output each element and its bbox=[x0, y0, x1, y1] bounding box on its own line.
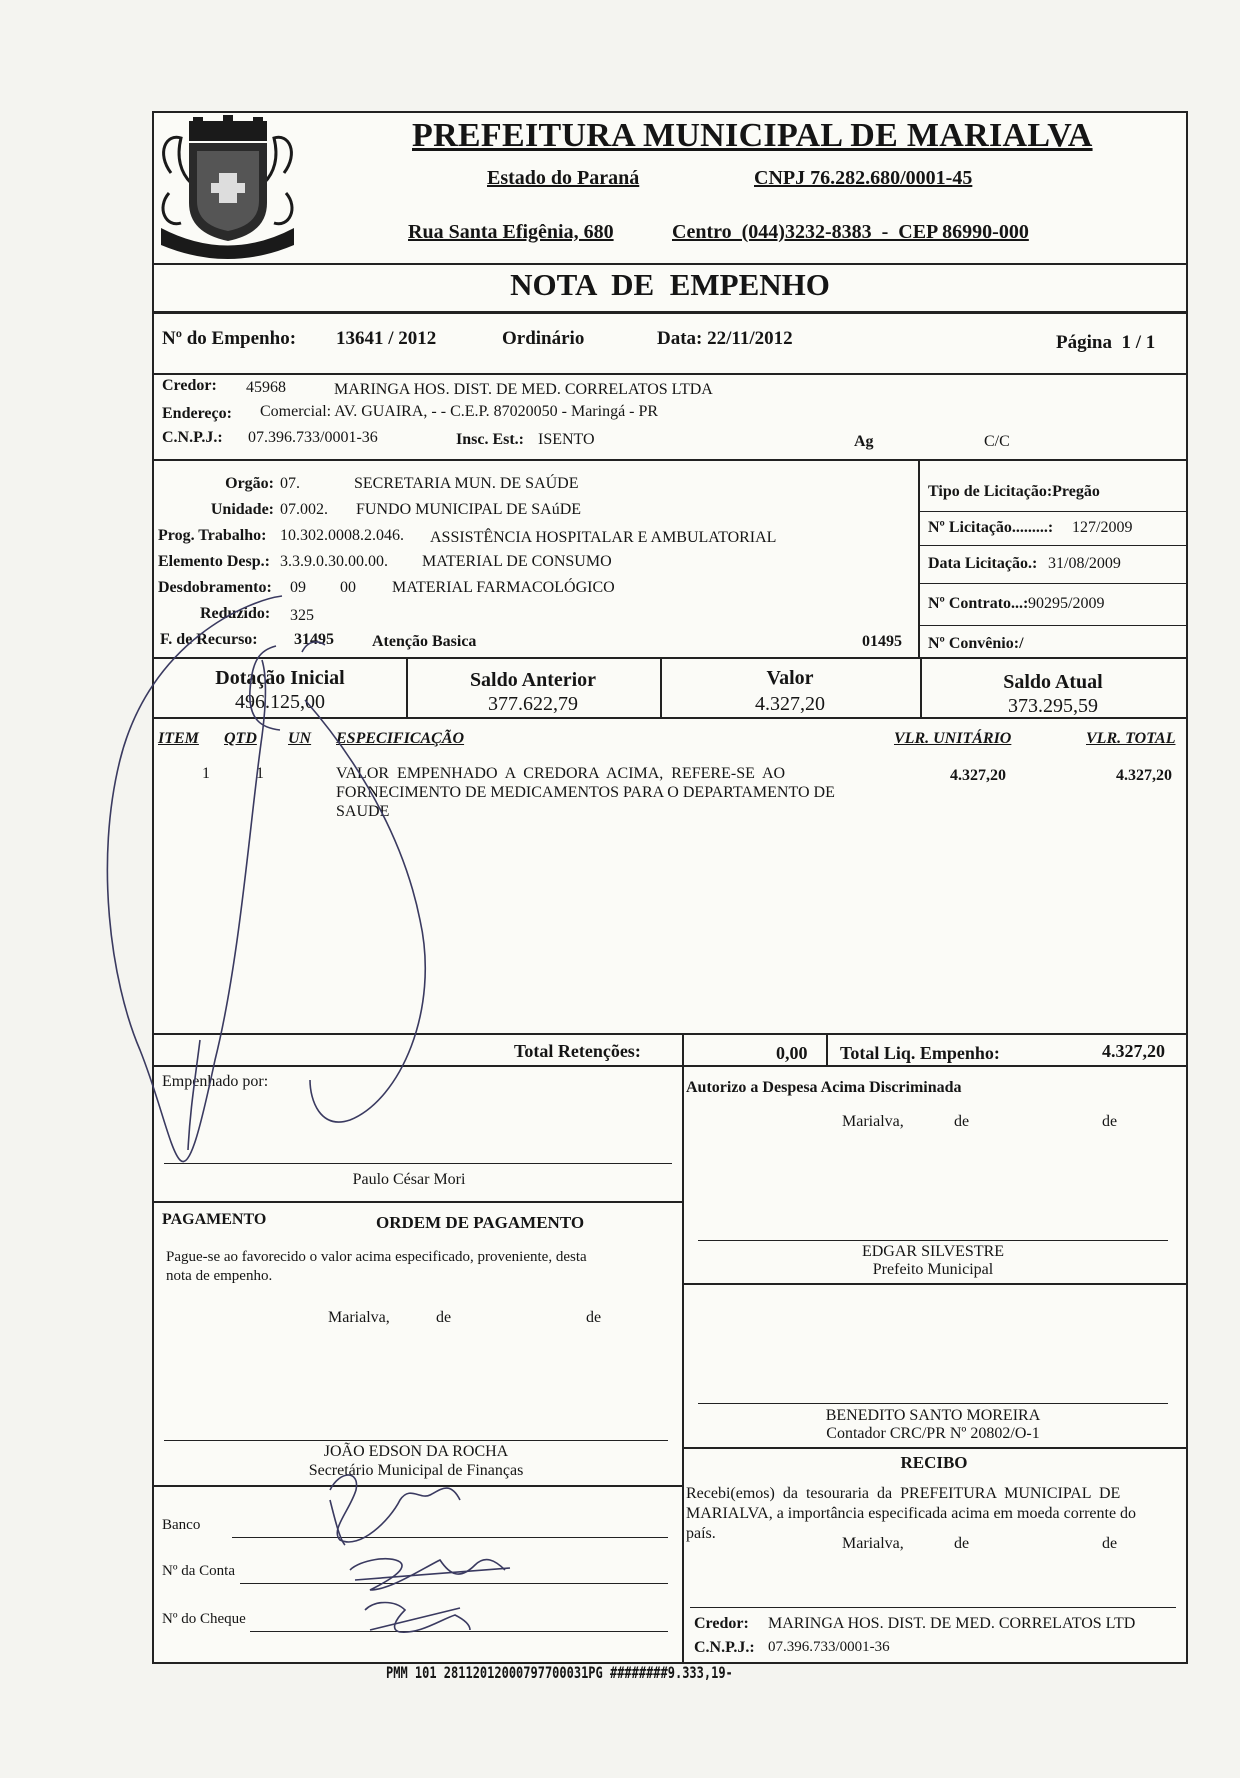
empenhado-por-name: Paulo César Mori bbox=[352, 1171, 466, 1188]
dotacao-inicial-label: Dotação Inicial bbox=[215, 667, 345, 689]
footer-cnpj: 07.396.733/0001-36 bbox=[768, 1639, 890, 1655]
autorizo-de-1: de bbox=[954, 1113, 970, 1130]
pagamento-de-1: de bbox=[436, 1309, 452, 1326]
banco-label: Banco bbox=[162, 1517, 201, 1533]
orgao-code: 07. bbox=[280, 475, 300, 492]
contrato-number: 90295/2009 bbox=[1028, 595, 1105, 612]
saldo-anterior-value: 377.622,79 bbox=[488, 693, 578, 715]
desdobramento-sub: 00 bbox=[340, 579, 356, 596]
contador-crc: Contador CRC/PR Nº 20802/O-1 bbox=[826, 1425, 1040, 1442]
secretario-name: JOÃO EDSON DA ROCHA bbox=[323, 1443, 509, 1460]
credor-cnpj: 07.396.733/0001-36 bbox=[248, 429, 378, 446]
credor-name: MARINGA HOS. DIST. DE MED. CORRELATOS LTDA bbox=[334, 381, 713, 398]
conta-label: Nº da Conta bbox=[162, 1563, 235, 1579]
empenho-date: Data: 22/11/2012 bbox=[657, 328, 793, 349]
ordem-pagamento-label: ORDEM DE PAGAMENTO bbox=[376, 1213, 585, 1232]
recibo-de-2: de bbox=[1102, 1535, 1118, 1552]
licitacao-date-label: Data Licitação.: bbox=[928, 555, 1038, 572]
recibo-text-3: país. bbox=[686, 1525, 716, 1542]
prog-trabalho-name: ASSISTÊNCIA HOSPITALAR E AMBULATORIAL bbox=[430, 529, 777, 546]
credor-label: Credor: bbox=[162, 377, 217, 394]
prog-trabalho-label: Prog. Trabalho: bbox=[158, 527, 267, 544]
valor-label: Valor bbox=[766, 667, 814, 689]
contador-name: BENEDITO SANTO MOREIRA bbox=[825, 1407, 1041, 1424]
col-header-total-value: VLR. TOTAL bbox=[1086, 730, 1176, 747]
unidade-code: 07.002. bbox=[280, 501, 328, 518]
empenhado-por-label: Empenhado por: bbox=[162, 1073, 269, 1090]
street-address: Rua Santa Efigênia, 680 bbox=[408, 221, 614, 243]
prefeito-name: EDGAR SILVESTRE bbox=[861, 1243, 1005, 1260]
pagamento-text-1: Pague-se ao favorecido o valor acima especificado, proveniente, desta bbox=[166, 1249, 587, 1265]
col-header-unit-value: VLR. UNITÁRIO bbox=[894, 730, 1012, 747]
col-header-especificacao: ESPECIFICAÇÃO bbox=[336, 730, 465, 747]
convenio-label: Nº Convênio:/ bbox=[928, 635, 1024, 652]
autorizo-de-2: de bbox=[1102, 1113, 1118, 1130]
elemento-name: MATERIAL DE CONSUMO bbox=[422, 553, 612, 570]
page-number: Página 1 / 1 bbox=[1056, 332, 1156, 353]
saldo-anterior-label: Saldo Anterior bbox=[469, 669, 597, 691]
item-unit-value: 4.327,20 bbox=[950, 767, 1006, 784]
prog-trabalho-code: 10.302.0008.2.046. bbox=[280, 527, 404, 544]
elemento-label: Elemento Desp.: bbox=[158, 553, 270, 570]
col-header-qtd: QTD bbox=[224, 730, 257, 747]
pagamento-text-2: nota de empenho. bbox=[166, 1268, 273, 1284]
total-retencoes-value: 0,00 bbox=[776, 1043, 808, 1063]
recibo-label: RECIBO bbox=[900, 1453, 968, 1472]
autorizo-label: Autorizo a Despesa Acima Discriminada bbox=[686, 1079, 962, 1096]
col-header-un: UN bbox=[288, 730, 312, 747]
credor-address: Comercial: AV. GUAIRA, - - C.E.P. 87020050 - Maringá - PR bbox=[260, 403, 659, 420]
item-quantity: 1 bbox=[256, 765, 264, 782]
recibo-text-1: Recebi(emos) da tesouraria da PREFEITURA MUNICIPAL DE bbox=[686, 1485, 1121, 1502]
pagamento-city: Marialva, bbox=[328, 1309, 390, 1326]
unidade-name: FUNDO MUNICIPAL DE SAúDE bbox=[356, 501, 582, 518]
item-spec-line-1: VALOR EMPENHADO A CREDORA ACIMA, REFERE-SE AO bbox=[336, 765, 786, 782]
orgao-label: Orgão: bbox=[225, 475, 274, 492]
total-liquido-value: 4.327,20 bbox=[1102, 1041, 1165, 1061]
desdobramento-label: Desdobramento: bbox=[158, 579, 272, 596]
recibo-city: Marialva, bbox=[842, 1535, 904, 1552]
desdobramento-name: MATERIAL FARMACOLÓGICO bbox=[392, 579, 615, 596]
reduzido-label: Reduzido: bbox=[200, 605, 271, 622]
cheque-label: Nº do Cheque bbox=[162, 1611, 246, 1627]
municipality-cnpj: CNPJ 76.282.680/0001-45 bbox=[754, 167, 973, 189]
insc-est-label: Insc. Est.: bbox=[456, 431, 525, 448]
empenho-number-label: Nº do Empenho: bbox=[162, 328, 297, 349]
document-title: NOTA DE EMPENHO bbox=[510, 267, 830, 302]
recibo-text-2: MARIALVA, a importância especificada acima em moeda corrente do bbox=[686, 1505, 1137, 1522]
pagamento-label: PAGAMENTO bbox=[162, 1211, 267, 1228]
licitacao-number: 127/2009 bbox=[1072, 519, 1133, 536]
prefeito-role: Prefeito Municipal bbox=[872, 1261, 994, 1278]
contrato-label: Nº Contrato...: bbox=[928, 595, 1029, 612]
footer-cnpj-label: C.N.P.J.: bbox=[694, 1639, 755, 1656]
footer-credor-label: Credor: bbox=[694, 1615, 749, 1632]
fonte-recurso-number: 01495 bbox=[862, 633, 902, 650]
insc-est-value: ISENTO bbox=[538, 431, 595, 448]
item-number: 1 bbox=[202, 765, 210, 782]
state-name: Estado do Paraná bbox=[487, 167, 640, 189]
coat-of-arms-icon bbox=[151, 113, 304, 261]
empenho-number: 13641 / 2012 bbox=[336, 328, 437, 349]
item-spec-line-3: SAUDE bbox=[336, 803, 390, 820]
fonte-recurso-name: Atenção Basica bbox=[372, 633, 477, 650]
secretario-role: Secretário Municipal de Finanças bbox=[308, 1462, 524, 1479]
orgao-name: SECRETARIA MUN. DE SAÚDE bbox=[354, 475, 579, 492]
nota-empenho-form bbox=[152, 111, 1188, 1664]
fonte-recurso-label: F. de Recurso: bbox=[160, 631, 258, 648]
address-label: Endereço: bbox=[162, 405, 232, 422]
elemento-code: 3.3.9.0.30.00.00. bbox=[280, 553, 388, 570]
valor-value: 4.327,20 bbox=[755, 693, 825, 715]
tipo-licitacao: Tipo de Licitação:Pregão bbox=[928, 483, 1100, 500]
unidade-label: Unidade: bbox=[210, 501, 274, 518]
item-spec-line-2: FORNECIMENTO DE MEDICAMENTOS PARA O DEPARTAMENTO DE bbox=[336, 784, 835, 801]
desdobramento-code: 09 bbox=[290, 579, 306, 596]
recibo-de-1: de bbox=[954, 1535, 970, 1552]
credor-code: 45968 bbox=[246, 379, 286, 396]
autorizo-city: Marialva, bbox=[842, 1113, 904, 1130]
account-label: C/C bbox=[984, 433, 1010, 450]
footer-credor-name: MARINGA HOS. DIST. DE MED. CORRELATOS LTD bbox=[768, 1615, 1136, 1632]
municipality-title: PREFEITURA MUNICIPAL DE MARIALVA bbox=[412, 117, 1093, 154]
col-header-item: ITEM bbox=[158, 730, 199, 747]
agency-label: Ag bbox=[854, 433, 874, 450]
fonte-recurso-code: 31495 bbox=[294, 631, 334, 648]
credor-cnpj-label: C.N.P.J.: bbox=[162, 429, 223, 446]
saldo-atual-label: Saldo Atual bbox=[1003, 671, 1103, 693]
licitacao-number-label: Nº Licitação.........: bbox=[928, 519, 1054, 536]
total-liquido-label: Total Liq. Empenho: bbox=[840, 1043, 1000, 1063]
item-total-value: 4.327,20 bbox=[1116, 767, 1172, 784]
district-phone-cep: Centro (044)3232-8383 - CEP 86990-000 bbox=[672, 221, 1029, 243]
dotacao-inicial-value: 496.125,00 bbox=[235, 691, 325, 713]
reduzido-value: 325 bbox=[290, 607, 314, 624]
empenho-type: Ordinário bbox=[502, 328, 585, 349]
total-retencoes-label: Total Retenções: bbox=[514, 1041, 641, 1061]
saldo-atual-value: 373.295,59 bbox=[1008, 695, 1098, 717]
machine-code: PMM 101 28112012000797700031PG ########9.333,19- bbox=[386, 1663, 733, 1683]
pagamento-de-2: de bbox=[586, 1309, 602, 1326]
licitacao-date: 31/08/2009 bbox=[1048, 555, 1121, 572]
